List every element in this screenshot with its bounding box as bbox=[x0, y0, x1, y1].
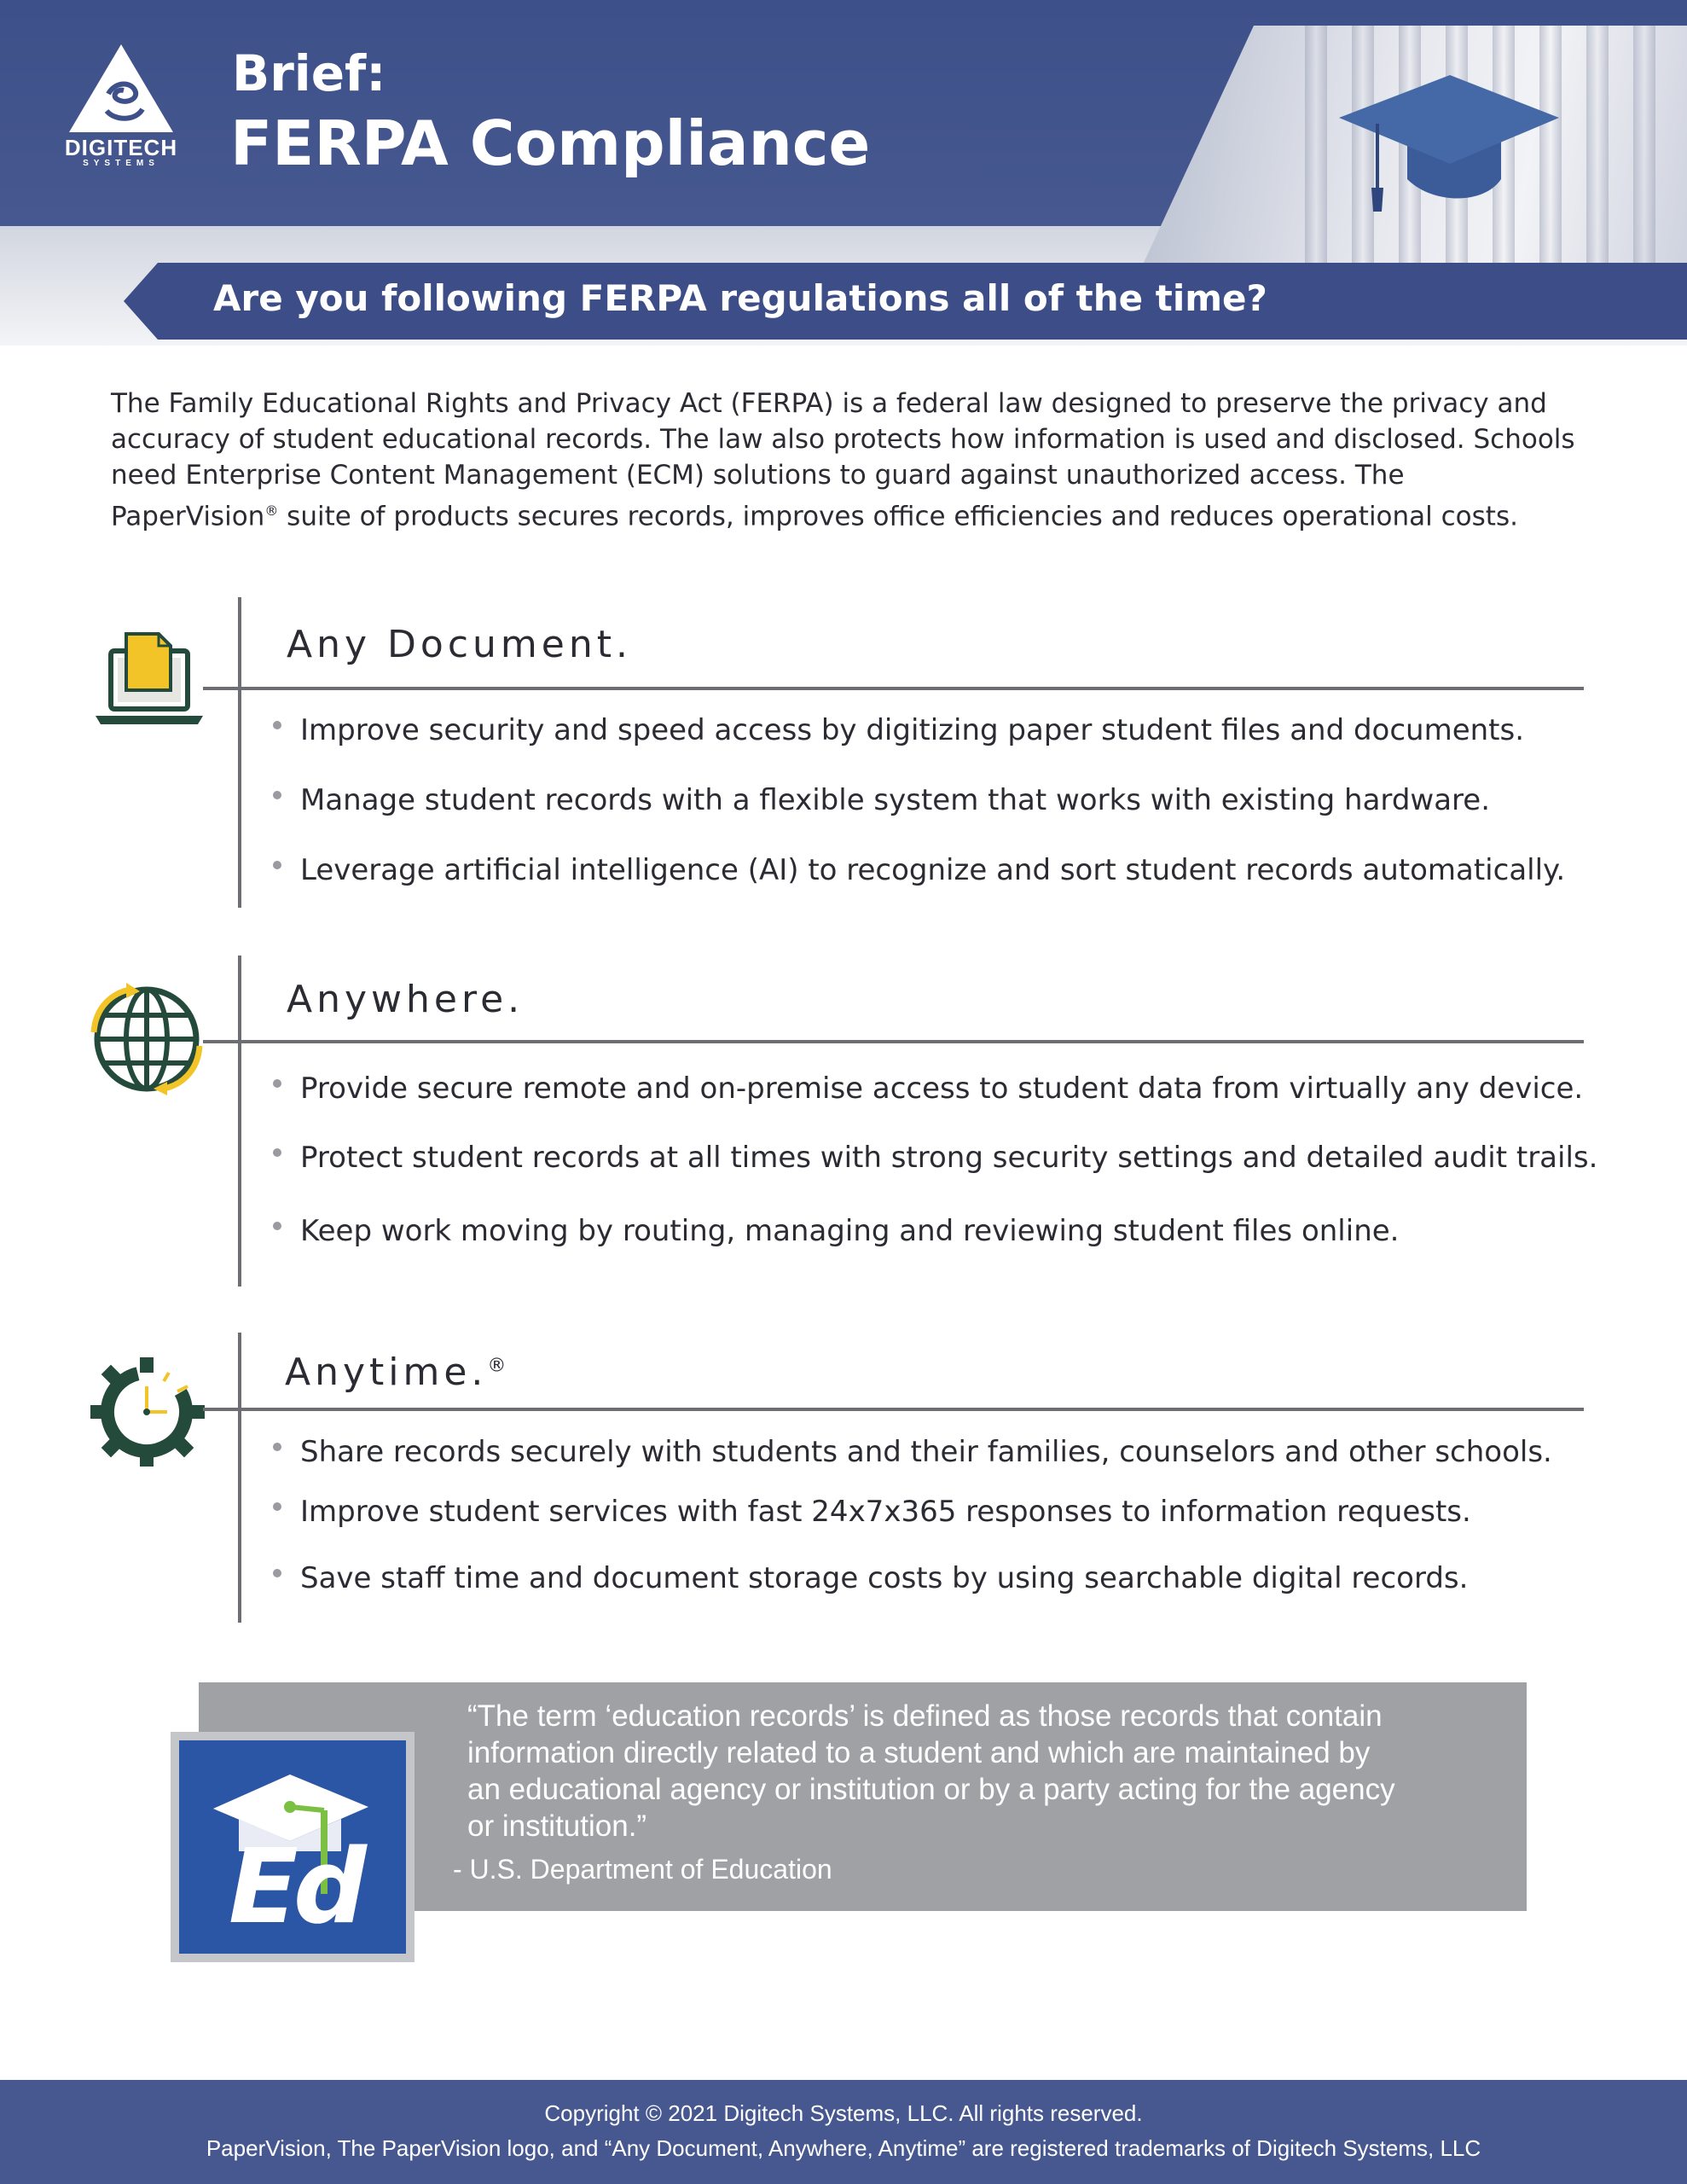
us-department-of-education-logo bbox=[179, 1740, 406, 1954]
intro-line bbox=[111, 493, 1612, 534]
section-divider-vertical bbox=[238, 597, 241, 908]
bullet-text: Improve student services with fast 24x7x365 responses to information requests. bbox=[300, 1495, 1471, 1529]
globe-icon bbox=[87, 981, 206, 1097]
list-item bbox=[273, 853, 1565, 887]
copyright-text: Copyright © 2021 Digitech Systems, LLC. All rights reserved. bbox=[544, 2100, 1143, 2126]
section-divider-horizontal bbox=[203, 1040, 1584, 1043]
gear-clock-icon bbox=[89, 1352, 208, 1472]
list-item bbox=[273, 1141, 1597, 1175]
list-item bbox=[273, 1561, 1468, 1595]
section-divider-vertical bbox=[238, 956, 241, 1287]
banner-heading: Are you following FERPA regulations all of the time? bbox=[213, 277, 1267, 319]
section-divider-horizontal bbox=[203, 687, 1584, 690]
bullet-dot bbox=[273, 1569, 281, 1577]
list-item bbox=[273, 1435, 1552, 1469]
bullet-text: Share records securely with students and their families, counselors and other schools. bbox=[300, 1435, 1552, 1469]
list-item bbox=[273, 1072, 1583, 1106]
section-title-anytime bbox=[285, 1350, 506, 1394]
registered-mark: ® bbox=[264, 502, 279, 519]
bullet-text: Keep work moving by routing, managing and reviewing student files online. bbox=[300, 1214, 1400, 1248]
trademark-text: PaperVision, The PaperVision logo, and “Any Document, Anywhere, Anytime” are registered trademarks of Digitech Systems, LLC bbox=[206, 2135, 1481, 2161]
page-title: FERPA Compliance bbox=[230, 107, 871, 179]
registered-mark: ® bbox=[487, 1355, 507, 1377]
bullet-dot bbox=[273, 721, 281, 729]
bullet-text: Provide secure remote and on-premise access to student data from virtually any device. bbox=[300, 1072, 1584, 1106]
bullet-text: Leverage artificial intelligence (AI) to recognize and sort student records automatically. bbox=[300, 853, 1566, 887]
laptop-document-icon bbox=[92, 627, 206, 729]
intro-line: The Family Educational Rights and Privacy Act (FERPA) is a federal law designed to preserve the privacy and bbox=[111, 388, 1547, 419]
intro-paragraph bbox=[111, 386, 1612, 534]
quote-source: - U.S. Department of Education bbox=[453, 1854, 832, 1885]
list-item bbox=[273, 783, 1490, 817]
intro-line-rest: suite of products secures records, improves office efficiencies and reduces operational costs. bbox=[278, 501, 1518, 532]
papervision-name: PaperVision bbox=[111, 501, 265, 532]
list-item bbox=[273, 713, 1524, 747]
quote-line: an educational agency or institution or by a party acting for the agency bbox=[467, 1773, 1395, 1806]
quote-line: information directly related to a student and which are maintained by bbox=[467, 1736, 1371, 1769]
bullet-dot bbox=[273, 791, 281, 799]
list-item bbox=[273, 1495, 1471, 1529]
section-title-text: Anytime. bbox=[285, 1350, 488, 1394]
bullet-dot bbox=[273, 1222, 281, 1230]
quote-line: or institution.” bbox=[467, 1809, 647, 1843]
quote-text bbox=[467, 1698, 1491, 1844]
bullet-dot bbox=[273, 1148, 281, 1157]
section-divider-horizontal bbox=[203, 1408, 1584, 1411]
quote-line: “The term ‘education records’ is defined as those records that contain bbox=[467, 1699, 1383, 1733]
bullet-dot bbox=[273, 1079, 281, 1088]
section-title-anywhere: Anywhere. bbox=[287, 978, 525, 1021]
ed-logo-text: Ed bbox=[229, 1828, 362, 1947]
bullet-text: Improve security and speed access by digitizing paper student files and documents. bbox=[300, 713, 1525, 747]
list-item bbox=[273, 1214, 1399, 1248]
section-divider-vertical bbox=[238, 1333, 241, 1623]
bullet-dot bbox=[273, 861, 281, 869]
bullet-dot bbox=[273, 1502, 281, 1511]
footer-band bbox=[0, 2080, 1687, 2184]
intro-line: accuracy of student educational records. The law also protects how information is used and disclosed. Schools bbox=[111, 424, 1575, 455]
bullet-text: Manage student records with a flexible system that works with existing hardware. bbox=[300, 783, 1490, 817]
section-title-any-document: Any Document. bbox=[287, 623, 632, 666]
intro-line: need Enterprise Content Management (ECM) solutions to guard against unauthorized access. The bbox=[111, 460, 1405, 491]
bullet-text: Save staff time and document storage costs by using searchable digital records. bbox=[300, 1561, 1469, 1595]
logo-wordmark: DIGITECH bbox=[64, 135, 178, 160]
graduation-cap-icon bbox=[1339, 68, 1561, 222]
bullet-dot bbox=[273, 1443, 281, 1451]
bullet-text: Protect student records at all times with strong security settings and detailed audit trails. bbox=[300, 1141, 1598, 1175]
logo-subtitle: SYSTEMS bbox=[83, 159, 159, 168]
brief-label: Brief: bbox=[232, 44, 386, 102]
